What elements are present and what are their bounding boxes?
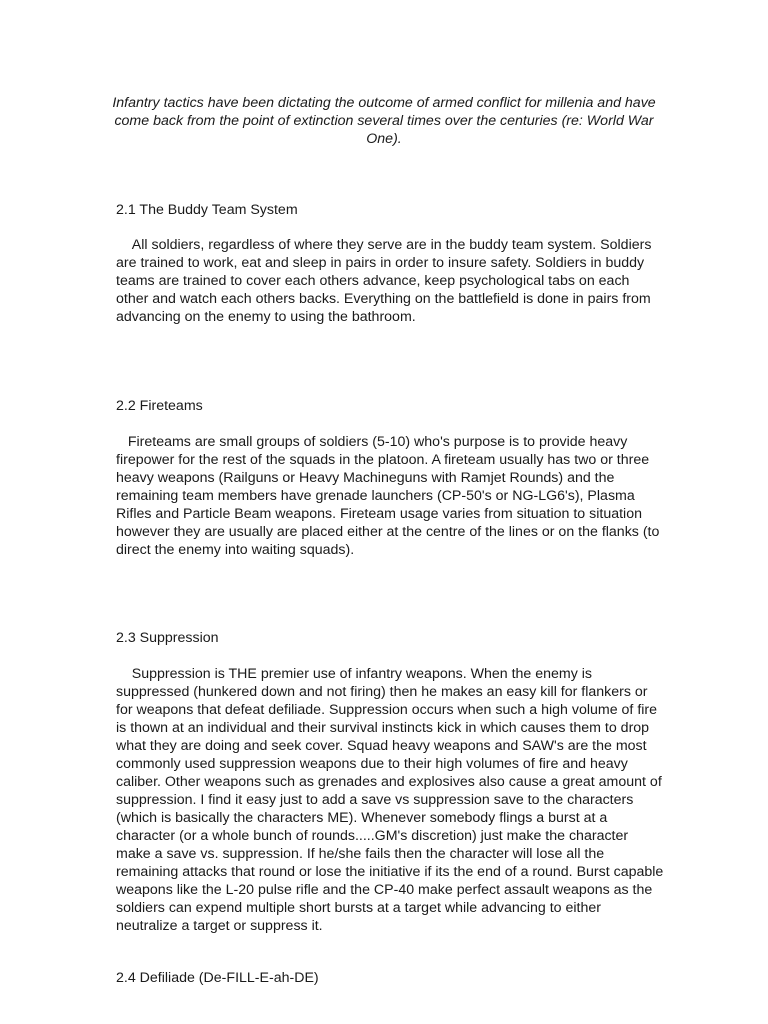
section-body-fireteams: Fireteams are small groups of soldiers (5-10) who's purpose is to provide heavy firepower for the rest of the squads in the platoon. A fireteam usually has two or three heavy weapons (Railguns or Heavy Machineguns with Ramjet Rounds) and the remaining team members have grenade launchers (CP-50's or NG-LG6's), Plasma Rifles and Particle Beam weapons. Fireteam usage varies from situation to situation however they are usually are placed either at the centre of the lines or on the flanks (to direct the enemy into waiting squads).: [116, 434, 660, 558]
section-heading-suppression: 2.3 Suppression: [116, 630, 219, 646]
section-heading-fireteams: 2.2 Fireteams: [116, 398, 203, 414]
section-body-suppression: Suppression is THE premier use of infantry weapons. When the enemy is suppressed (hunkered down and not firing) then he makes an easy kill for flankers or for weapons that defeat defiliade. Suppression occurs when such a high volume of fire is thown at an individual and their survival instincts kick in which causes them to drop what they are doing and seek cover. Squad heavy weapons and SAW's are the most commonly used suppression weapons due to their high volumes of fire and heavy caliber. Other weapons such as grenades and explosives also cause a great amount of suppression. I find it easy just to add a save vs suppression save to the characters (which is basically the characters ME). Whenever somebody flings a burst at a character (or a whole bunch of rounds.....GM's discretion) just make the character make a save vs. suppression. If he/she fails then the character will lose all the remaining attacks that round or lose the initiative if its the end of a round. Burst capable weapons like the L-20 pulse rifle and the CP-40 make perfect assault weapons as the soldiers can expend multiple short bursts at a target while advancing to either neutralize a target or suppress it.: [116, 666, 664, 934]
intro-paragraph: Infantry tactics have been dictating the outcome of armed conflict for millenia and have come back from the point of extinction several times over the centuries (re: World War One).: [112, 95, 656, 147]
section-heading-buddy-team: 2.1 The Buddy Team System: [116, 202, 298, 218]
section-heading-defiliade: 2.4 Defiliade (De-FILL-E-ah-DE): [116, 970, 319, 986]
section-body-buddy-team: All soldiers, regardless of where they serve are in the buddy team system. Soldiers are trained to work, eat and sleep in pairs in order to insure safety. Soldiers in buddy teams are trained to cover each others advance, keep psychological tabs on each other and watch each others backs. Everything on the battlefield is done in pairs from advancing on the enemy to using the bathroom.: [116, 237, 652, 325]
